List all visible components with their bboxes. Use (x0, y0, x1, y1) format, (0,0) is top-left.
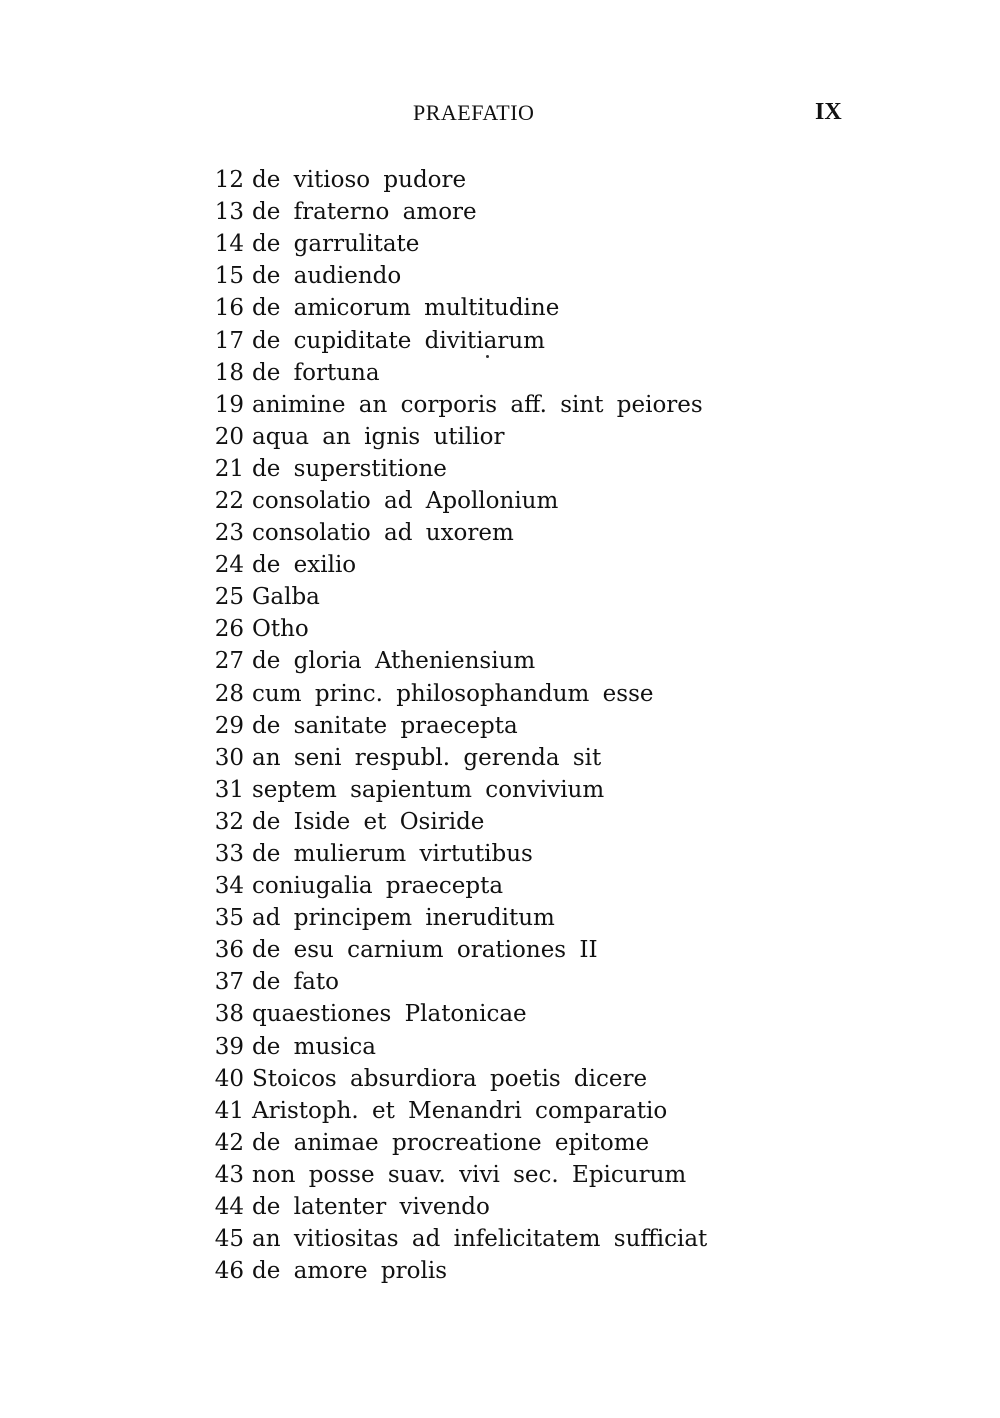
entry-number: 44 (214, 1194, 244, 1221)
page-number: IX (815, 99, 842, 125)
entry-title: coniugalia praecepta (252, 873, 504, 900)
list-item (192, 645, 812, 677)
entry-title: consolatio ad uxorem (252, 520, 514, 547)
entry-title: ad principem ineruditum (252, 905, 555, 932)
list-item (192, 1223, 812, 1255)
list-item (192, 934, 812, 966)
entry-number: 32 (214, 808, 244, 835)
list-item (192, 357, 812, 389)
entry-number: 20 (214, 423, 244, 450)
entry-title: de exilio (252, 552, 357, 579)
entry-title: de amicorum multitudine (252, 295, 560, 322)
list-item (192, 421, 812, 453)
entry-number: 24 (214, 552, 244, 579)
entry-number: 43 (214, 1161, 244, 1188)
entry-title: de garrulitate (252, 231, 420, 258)
list-item (192, 806, 812, 838)
entry-title: de gloria Atheniensium (252, 648, 536, 675)
list-item (192, 678, 812, 710)
entry-title: an seni respubl. gerenda sit (252, 744, 602, 771)
list-item (192, 870, 812, 902)
entry-title: de vitioso pudore (252, 167, 467, 194)
entry-number: 40 (214, 1065, 244, 1092)
entry-title: de fato (252, 969, 339, 996)
list-item (192, 485, 812, 517)
entry-title: de animae procreatione epitome (252, 1129, 650, 1156)
list-item (192, 549, 812, 581)
list-item (192, 164, 812, 196)
entry-title: de sanitate praecepta (252, 712, 518, 739)
entry-title: Galba (252, 584, 320, 611)
entry-number: 12 (214, 167, 244, 194)
entry-number: 13 (214, 199, 244, 226)
entry-number: 15 (214, 263, 244, 290)
entry-title: Stoicos absurdiora poetis dicere (252, 1065, 648, 1092)
list-item (192, 774, 812, 806)
entry-number: 22 (214, 487, 244, 514)
entry-number: 14 (214, 231, 244, 258)
entry-number: 26 (214, 616, 244, 643)
list-item (192, 228, 812, 260)
entry-number: 18 (214, 359, 244, 386)
entry-number: 16 (214, 295, 244, 322)
list-item (192, 389, 812, 421)
list-item (192, 1127, 812, 1159)
entry-number: 37 (214, 969, 244, 996)
list-item (192, 966, 812, 998)
entry-number: 39 (214, 1033, 244, 1060)
entry-number: 28 (214, 680, 244, 707)
list-item (192, 1159, 812, 1191)
list-item (192, 613, 812, 645)
entry-title: consolatio ad Apollonium (252, 487, 559, 514)
entry-title: aqua an ignis utilior (252, 423, 505, 450)
entry-title: an vitiositas ad infelicitatem sufficiat (252, 1226, 708, 1253)
entry-title: de audiendo (252, 263, 402, 290)
entry-title: non posse suav. vivi sec. Epicurum (252, 1161, 687, 1188)
entry-number: 17 (214, 327, 244, 354)
entry-title: de latenter vivendo (252, 1194, 490, 1221)
entry-title: de fortuna (252, 359, 380, 386)
entry-number: 45 (214, 1226, 244, 1253)
entry-title: cum princ. philosophandum esse (252, 680, 654, 707)
entry-number: 42 (214, 1129, 244, 1156)
list-item (192, 1255, 812, 1287)
entry-title: de fraterno amore (252, 199, 477, 226)
entry-title: quaestiones Platonicae (252, 1001, 527, 1028)
entry-title: de cupiditate divitiarum (252, 327, 545, 354)
contents-list (192, 164, 812, 1287)
list-item (192, 742, 812, 774)
entry-number: 27 (214, 648, 244, 675)
list-item (192, 581, 812, 613)
entry-title: Otho (252, 616, 309, 643)
list-item (192, 902, 812, 934)
list-item (192, 710, 812, 742)
entry-title: de esu carnium orationes II (252, 937, 598, 964)
entry-title: animine an corporis aff. sint peiores (252, 391, 703, 418)
list-item (192, 292, 812, 324)
list-item (192, 1095, 812, 1127)
entry-title: de mulierum virtutibus (252, 841, 533, 868)
list-item (192, 260, 812, 292)
running-title: PRAEFATIO (413, 100, 535, 125)
entry-title: de superstitione (252, 455, 447, 482)
entry-number: 30 (214, 744, 244, 771)
entry-number: 46 (214, 1258, 244, 1285)
entry-number: 31 (214, 776, 244, 803)
entry-number: 19 (214, 391, 244, 418)
entry-title: septem sapientum convivium (252, 776, 605, 803)
entry-number: 33 (214, 841, 244, 868)
list-item (192, 838, 812, 870)
list-item (192, 998, 812, 1030)
entry-title: de musica (252, 1033, 377, 1060)
entry-number: 25 (214, 584, 244, 611)
entry-title: Aristoph. et Menandri comparatio (252, 1097, 668, 1124)
list-item (192, 1191, 812, 1223)
list-item (192, 324, 812, 356)
list-item (192, 1031, 812, 1063)
list-item (192, 1063, 812, 1095)
list-item (192, 196, 812, 228)
entry-title: de Iside et Osiride (252, 808, 485, 835)
entry-number: 29 (214, 712, 244, 739)
entry-number: 36 (214, 937, 244, 964)
running-head (0, 100, 1000, 130)
entry-number: 23 (214, 520, 244, 547)
list-item (192, 453, 812, 485)
entry-number: 38 (214, 1001, 244, 1028)
entry-title: de amore prolis (252, 1258, 448, 1285)
entry-number: 35 (214, 905, 244, 932)
entry-number: 34 (214, 873, 244, 900)
entry-number: 21 (214, 455, 244, 482)
list-item (192, 517, 812, 549)
entry-number: 41 (214, 1097, 244, 1124)
